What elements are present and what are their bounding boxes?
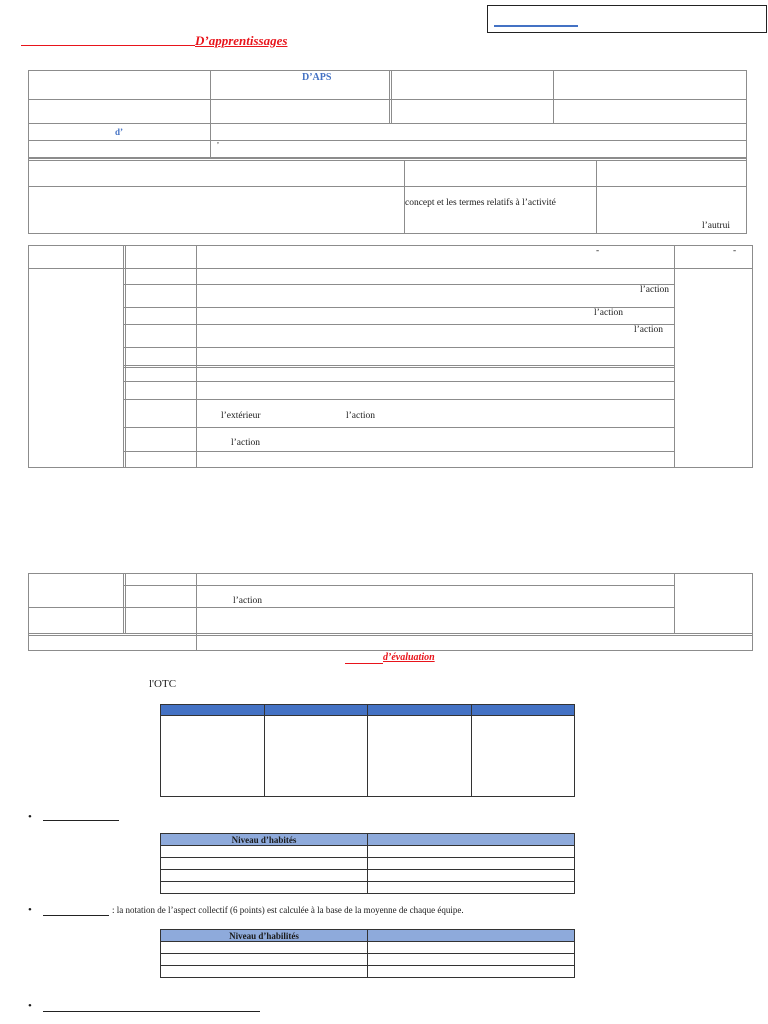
otc-cell	[161, 716, 265, 797]
habilites-header-empty	[368, 930, 575, 942]
habilites-header: Niveau d’habités	[161, 834, 368, 846]
bullet-2-underline	[43, 915, 109, 916]
bullet-1: •	[28, 811, 32, 823]
otc-header-cell	[368, 705, 472, 716]
concept-text: concept et les termes relatifs à l’activité	[405, 198, 556, 208]
action-text-4: l’action	[346, 411, 376, 421]
otc-cell	[471, 716, 575, 797]
habilites-header: Niveau d’habilités	[161, 930, 368, 942]
evaluation-underline-left	[345, 663, 383, 664]
table-cell	[368, 870, 575, 882]
bullet-3: •	[28, 1000, 32, 1012]
otc-header-cell	[471, 705, 575, 716]
table-cell	[161, 870, 368, 882]
otc-table	[160, 704, 575, 797]
exterieur-text: l’extérieur	[221, 411, 261, 421]
habilites-table-2	[160, 929, 575, 978]
otc-label: l'OTC	[149, 678, 177, 690]
table-cell	[161, 966, 368, 978]
title-underline-left	[21, 45, 195, 46]
header-box	[487, 5, 767, 33]
table-cell	[161, 954, 368, 966]
autrui-text: l’autrui	[702, 221, 730, 231]
otc-cell	[264, 716, 368, 797]
table-cell	[161, 942, 368, 954]
table-cell	[368, 882, 575, 894]
aps-label: D’APS	[302, 72, 332, 83]
otc-header-cell	[161, 705, 265, 716]
collectif-note: : la notation de l’aspect collectif (6 points) est calculée à la base de la moyenne de chaque équipe.	[112, 905, 464, 915]
bullet-3-underline	[43, 1011, 260, 1012]
d-label: d’	[115, 127, 124, 137]
comma-mark: ,	[217, 136, 219, 145]
habilites-header-empty	[368, 834, 575, 846]
table-cell	[161, 858, 368, 870]
table-cell	[161, 882, 368, 894]
header-box-blue-line	[494, 25, 578, 27]
table-cell	[368, 846, 575, 858]
action-text-3: l’action	[634, 325, 664, 335]
dash-mark-2: -	[733, 246, 737, 256]
action-text-1: l’action	[640, 285, 670, 295]
table-cell	[368, 966, 575, 978]
dash-mark-1: -	[596, 246, 600, 256]
bullet-2: •	[28, 904, 32, 916]
table-cell	[368, 954, 575, 966]
table-cell	[368, 858, 575, 870]
otc-header-cell	[264, 705, 368, 716]
habilites-table-1	[160, 833, 575, 894]
table-cell	[161, 846, 368, 858]
action-text-5: l’action	[231, 438, 261, 448]
bullet-1-underline	[43, 820, 119, 821]
evaluation-title: d’évaluation	[383, 652, 435, 663]
otc-cell	[368, 716, 472, 797]
action-text-2: l’action	[594, 308, 624, 318]
action-text-6: l’action	[233, 596, 263, 606]
table-cell	[368, 942, 575, 954]
page-title: D’apprentissages	[195, 33, 288, 48]
